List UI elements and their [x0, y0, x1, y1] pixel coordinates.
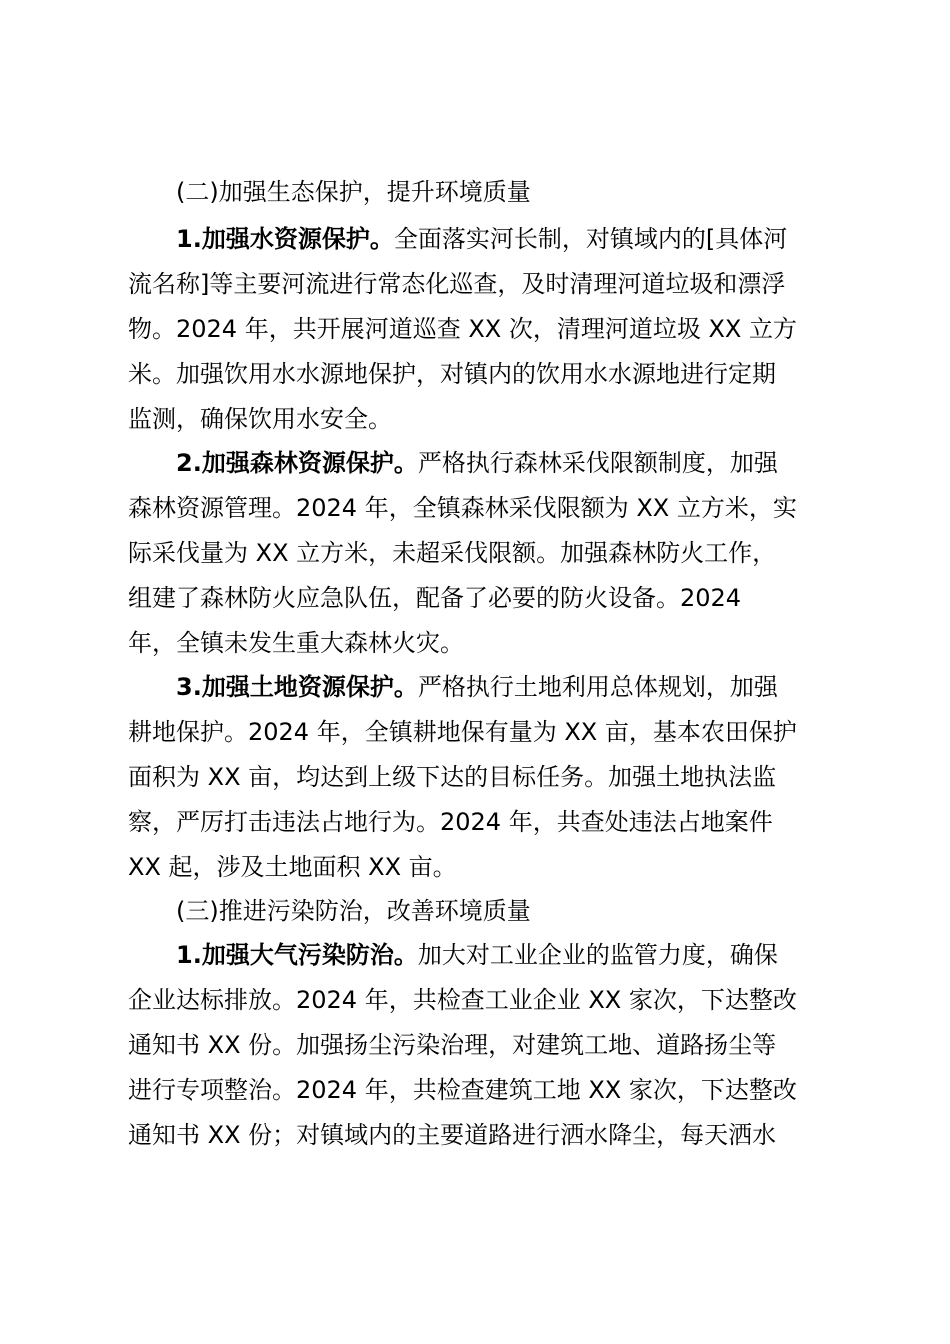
paragraph-land-title: 3.加强土地资源保护。 — [176, 673, 418, 701]
paragraph-forest-line-2: 森林资源管理。2024 年，全镇森林采伐限额为 XX 立方米，实 — [128, 494, 797, 522]
paragraph-air-line-3: 通知书 XX 份。加强扬尘污染治理，对建筑工地、道路扬尘等 — [128, 1031, 777, 1059]
paragraph-water-text: 全面落实河长制，对镇域内的[具体河 — [393, 225, 788, 253]
paragraph-forest-line-4: 组建了森林防火应急队伍，配备了必要的防火设备。2024 — [128, 584, 742, 612]
paragraph-forest-line-1 — [176, 448, 778, 478]
paragraph-water-line-3: 物。2024 年，共开展河道巡查 XX 次，清理河道垃圾 XX 立方 — [128, 315, 797, 343]
section-heading-pollution: (三)推进污染防治，改善环境质量 — [176, 897, 531, 925]
paragraph-land-text: 严格执行土地利用总体规划，加强 — [417, 673, 778, 701]
paragraph-air-line-5: 通知书 XX 份；对镇域内的主要道路进行洒水降尘，每天洒水 — [128, 1121, 777, 1149]
paragraph-air-line-2: 企业达标排放。2024 年，共检查工业企业 XX 家次，下达整改 — [128, 986, 797, 1014]
paragraph-air-text: 加大对工业企业的监管力度，确保 — [417, 941, 778, 969]
paragraph-air-line-4: 进行专项整治。2024 年，共检查建筑工地 XX 家次，下达整改 — [128, 1076, 797, 1104]
paragraph-land-line-4: 察，严厉打击违法占地行为。2024 年，共查处违法占地案件 — [128, 808, 773, 836]
paragraph-forest-text: 严格执行森林采伐限额制度，加强 — [417, 449, 778, 477]
paragraph-land-line-2: 耕地保护。2024 年，全镇耕地保有量为 XX 亩，基本农田保护 — [128, 718, 797, 746]
paragraph-land-line-5: XX 起，涉及土地面积 XX 亩。 — [128, 853, 457, 881]
paragraph-water-line-1 — [176, 224, 787, 254]
paragraph-water-title: 1.加强水资源保护。 — [176, 225, 394, 253]
paragraph-forest-line-5: 年，全镇未发生重大森林火灾。 — [128, 629, 464, 657]
paragraph-air-title: 1.加强大气污染防治。 — [176, 941, 418, 969]
paragraph-water-line-4: 米。加强饮用水水源地保护，对镇内的饮用水水源地进行定期 — [128, 360, 776, 388]
paragraph-land-line-3: 面积为 XX 亩，均达到上级下达的目标任务。加强土地执法监 — [128, 763, 777, 791]
paragraph-water-line-2: 流名称]等主要河流进行常态化巡查，及时清理河道垃圾和漂浮 — [128, 270, 786, 298]
paragraph-forest-title: 2.加强森林资源保护。 — [176, 449, 418, 477]
section-heading-ecology: (二)加强生态保护，提升环境质量 — [176, 178, 531, 206]
paragraph-land-line-1 — [176, 672, 778, 702]
paragraph-air-line-1 — [176, 940, 778, 970]
paragraph-forest-line-3: 际采伐量为 XX 立方米，未超采伐限额。加强森林防火工作， — [128, 539, 777, 567]
paragraph-water-line-5: 监测，确保饮用水安全。 — [128, 405, 392, 433]
